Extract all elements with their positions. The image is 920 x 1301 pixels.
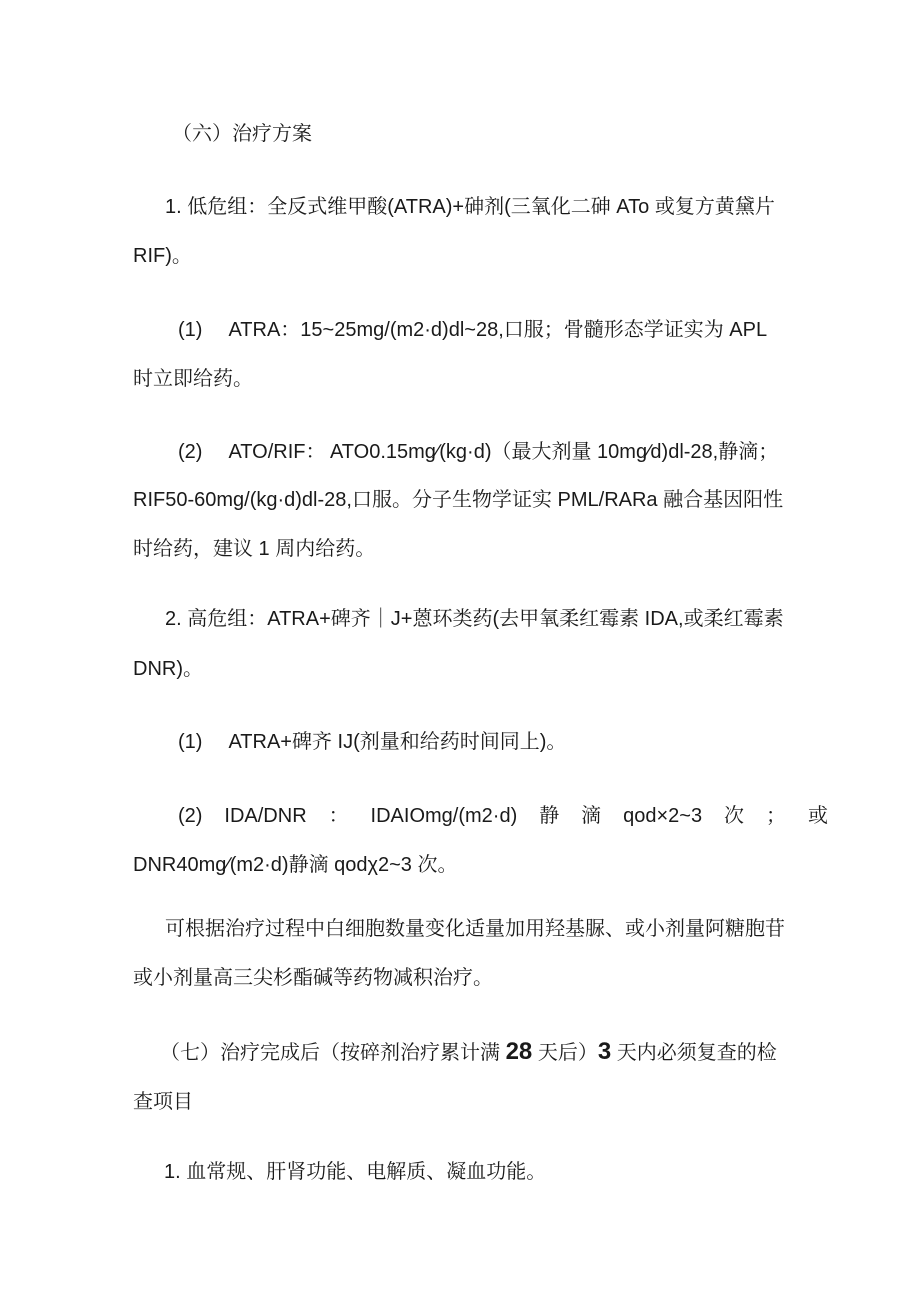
section-heading-7 bbox=[160, 1038, 777, 1067]
low-risk-item-2 bbox=[178, 438, 778, 466]
low-risk-item-2-cont-2: 时给药，建议 1 周内给药。 bbox=[133, 538, 376, 560]
heading-text: （七）治疗完成后（按碎剂治疗累计满 bbox=[160, 1042, 506, 1064]
item-number: (1) bbox=[178, 319, 203, 341]
high-risk-item-2-cont: DNR40mg∕(m2·d)静滴 qodχ2~3 次。 bbox=[133, 854, 458, 876]
section-heading-6: （六）治疗方案 bbox=[172, 123, 312, 145]
high-risk-item-2 bbox=[178, 802, 828, 830]
text-part: ： bbox=[328, 805, 349, 827]
item-text: ATRA：15~25mg/(m2·d)dl~28,口服；骨髓形态学证实为 APL bbox=[228, 319, 768, 341]
heading-text: 天内必须复查的检 bbox=[611, 1042, 777, 1064]
item-2-justified-line bbox=[178, 802, 828, 830]
text-part: qod×2~3 bbox=[623, 805, 703, 827]
note-paragraph: 可根据治疗过程中白细胞数量变化适量加用羟基脲、或小剂量阿糖胞苷 bbox=[165, 918, 785, 940]
high-risk-title-cont: DNR)。 bbox=[133, 658, 203, 680]
text-part: IDAIOmg/(m2·d) bbox=[370, 805, 518, 827]
days-count-28: 28 bbox=[505, 1038, 533, 1065]
high-risk-title: 2. 高危组：ATRA+碑齐｜J+蒽环类药(去甲氧柔红霉素 IDA,或柔红霉素 bbox=[165, 608, 784, 630]
item-text: ATO/RIF： ATO0.15mg∕(kg·d)（最大剂量 10mg∕d)dl-28,静滴； bbox=[228, 441, 779, 463]
text-part: 静 bbox=[539, 805, 560, 827]
text-part: IDA/DNR bbox=[224, 805, 307, 827]
low-risk-item-2-cont: RIF50-60mg/(kg·d)dl-28,口服。分子生物学证实 PML/RARa 融合基因阳性 bbox=[133, 489, 784, 511]
heading-text: 天后） bbox=[532, 1042, 598, 1064]
check-item-1: 1. 血常规、肝肾功能、电解质、凝血功能。 bbox=[164, 1161, 547, 1183]
item-number: (2) bbox=[178, 441, 203, 463]
item-text: ATRA+碑齐 IJ(剂量和给药时间同上)。 bbox=[228, 731, 567, 753]
note-paragraph-cont: 或小剂量高三尖杉酯碱等药物减积治疗。 bbox=[133, 967, 493, 989]
text-part: 次 bbox=[724, 805, 745, 827]
item-number: (1) bbox=[178, 731, 203, 753]
low-risk-item-1-cont: 时立即给药。 bbox=[133, 368, 253, 390]
low-risk-title: 1. 低危组：全反式维甲酸(ATRA)+砷剂(三氧化二砷 ATo 或复方黄黛片 bbox=[165, 196, 775, 218]
section-heading-7-cont: 查项目 bbox=[133, 1091, 193, 1113]
text-part: ； bbox=[765, 805, 786, 827]
days-count-3: 3 bbox=[597, 1038, 612, 1065]
item-number: (2) bbox=[178, 805, 203, 827]
low-risk-title-cont: RIF)。 bbox=[133, 245, 192, 267]
text-part: 滴 bbox=[581, 805, 602, 827]
high-risk-item-1 bbox=[178, 728, 566, 756]
low-risk-item-1 bbox=[178, 316, 767, 344]
text-part: 或 bbox=[807, 805, 828, 827]
